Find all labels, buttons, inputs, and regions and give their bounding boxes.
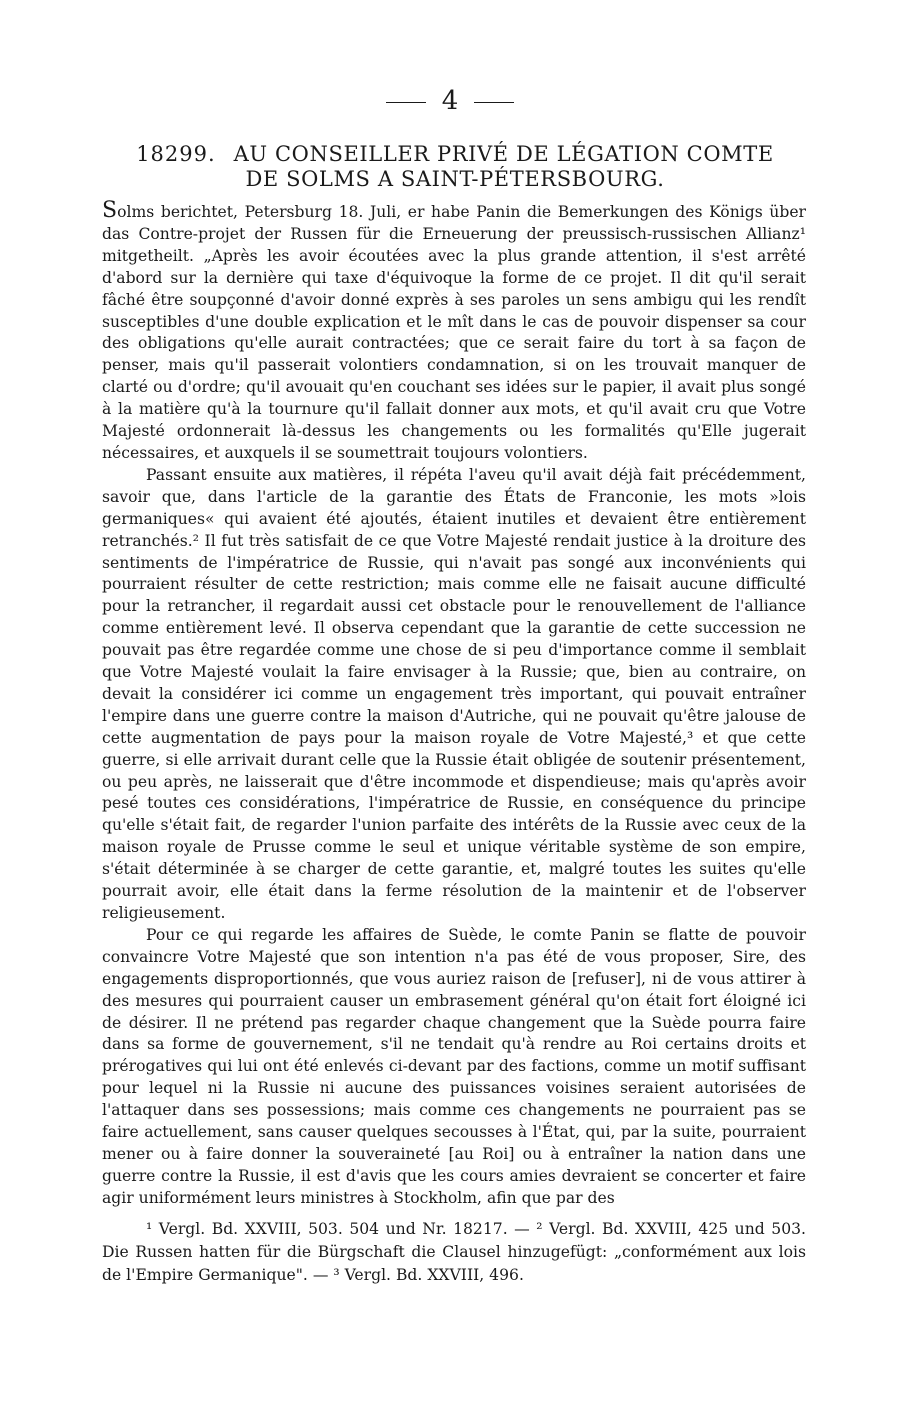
paragraph-1 (102, 200, 806, 465)
heading-line-1 (130, 142, 780, 167)
page-number-rule-left (386, 102, 426, 103)
paragraph-3: Pour ce qui regarde les affaires de Suède, le comte Panin se flatte de pouvoir convaincre Votre Majesté que son intention n'a pas été de vous proposer, Sire, des engagements disproportionnés, que vous auriez raison de [refuser], ni de vous attirer à des mesures qui pourraient causer un embrasement général qu'on était fort éloigné ici de désirer. Il ne prétend pas regarder chaque changement que la Suède pourra faire dans sa forme de gouvernement, s'il ne tendait qu'à rendre au Roi certains droits et prérogatives qui lui ont été enlevés ci-devant par des factions, comme un motif suffisant pour lequel ni la Russie ni aucune des puissances voisines seraient autorisées de l'attaquer dans ses possessions; mais comme ces changements ne pourraient pas se faire actuellement, sans causer quelques secousses à l'État, qui, par la suite, pourraient mener ou à faire donner la souveraineté [au Roi] ou à entraîner la nation dans une guerre contre la Russie, il est d'avis que les cours amies devraient se concerter et faire agir uniformément leurs ministres à Stockholm, afin que par des (102, 925, 806, 1207)
document-number: 18299. (136, 142, 216, 166)
heading-title-1: AU CONSEILLER PRIVÉ DE LÉGATION COMTE (233, 142, 774, 166)
footnotes (102, 1218, 806, 1287)
page-number-text: 4 (441, 86, 459, 116)
footnote-text: ¹ Vergl. Bd. XXVIII, 503. 504 und Nr. 18217. — ² Vergl. Bd. XXVIII, 425 und 503. Die Russen hatten für die Bürgschaft die Clausel hinzugefügt: „conformément aux lois de l'Empire Germanique". — ³ Vergl. Bd. XXVIII, 496. (102, 1220, 806, 1284)
paragraph-2: Passant ensuite aux matières, il répéta l'aveu qu'il avait déjà fait précédemment, savoir que, dans l'article de la garantie des États de Franconie, les mots »lois germaniques« qui avaient été ajoutés, étaient inutiles et devaient être entièrement retranchés.² Il fut très satisfait de ce que Votre Majesté rendait justice à la droiture des sentiments de l'impératrice de Russie, qui n'avait pas songé aux inconvénients qui pourraient résulter de cette restriction; mais comme elle ne faisait aucune difficulté pour la retrancher, il regardait aussi cet obstacle pour le renouvellement de l'alliance comme entièrement levé. Il observa cependant que la garantie de cette succession ne pouvait pas être regardée comme une chose de si peu d'importance comme il semblait que Votre Majesté voulait la faire envisager à la Russie; que, bien au contraire, on devait la considérer ici comme un engagement très important, qui pouvait entraîner l'empire dans une guerre contre la maison d'Autriche, qui ne pouvait qu'être jalouse de cette augmentation de pays pour la maison royale de Votre Majesté,³ et que cette guerre, si elle arrivait durant celle que la Russie était obligée de soutenir présentement, ou peu après, ne laisserait que d'être incommode et dispendieuse; mais qu'après avoir pesé toutes ces considérations, l'impératrice de Russie, en conséquence du principe qu'elle s'était fait, de regarder l'union parfaite des intérêts de la Russie avec ceux de la maison royale de Prusse comme le seul et unique véritable système de son empire, s'était déterminée à se charger de cette garantie, et, malgré toutes les suites qu'elle pourrait avoir, elle était dans la ferme résolution de la maintenir et de l'observer religieusement. (102, 465, 806, 922)
document-heading (130, 142, 780, 192)
paragraph-1-text: olms berichtet, Petersburg 18. Juli, er habe Panin die Bemerkungen des Königs über das Contre-projet der Russen für die Erneuerung der preussisch-russischen Allianz¹ mitgetheilt. „Après les avoir écoutées avec la plus grande attention, il s'est arrêté d'abord sur la dernière qui taxe d'équivoque la forme de ce projet. Il dit qu'il serait fâché être soupçonné d'avoir donné exprès à ses paroles un sens ambigu qui les rendît susceptibles d'une double explication et le mît dans le cas de pouvoir dispenser sa cour des obligations qu'elle aurait contractées; que ce serait faire du tort à sa façon de penser, mais qu'il passerait volontiers condamnation, si on les trouvait manquer de clarté ou d'ordre; qu'il avouait qu'en couchant ses idées sur le papier, il avait plus songé à la matière qu'à la tournure qu'il fallait donner aux mots, et qu'il avait cru que Votre Majesté ordonnerait là-dessus les changements ou les formalités qu'Elle jugerait nécessaires, et auxquels il se soumettrait toujours volontiers. (102, 203, 806, 462)
page-number (0, 86, 900, 116)
heading-line-2: DE SOLMS A SAINT-PÉTERSBOURG. (245, 167, 665, 191)
letter-body (102, 200, 806, 1210)
page-number-rule-right (474, 102, 514, 103)
initial-letter: S (102, 198, 118, 223)
